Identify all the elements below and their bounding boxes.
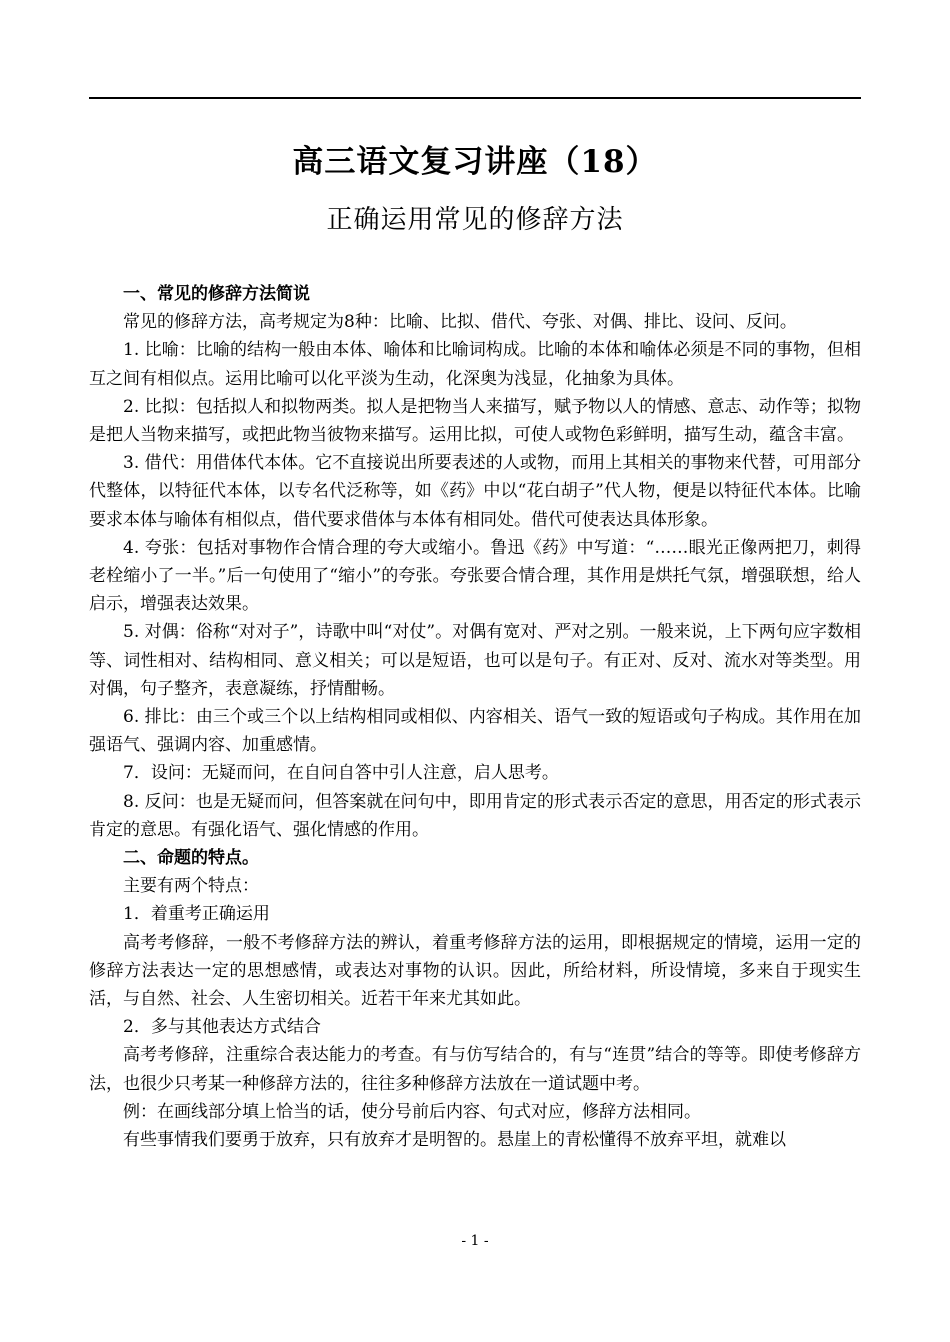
paragraph: 2. 比拟：包括拟人和拟物两类。拟人是把物当人来描写，赋予物以人的情感、意志、动作等；拟物是把人当物来描写，或把此物当彼物来描写。运用比拟，可使人或物色彩鲜明，描写生动，蕴含丰富。 [89,396,861,446]
paragraph: 1．着重考正确运用 [123,904,270,925]
section-heading: 二、命题的特点。 [123,848,259,869]
paragraph: 1. 比喻：比喻的结构一般由本体、喻体和比喻词构成。比喻的本体和喻体必须是不同的事物，但相互之间有相似点。运用比喻可以化平淡为生动，化深奥为浅显，化抽象为具体。 [89,340,861,389]
document-title: 高三语文复习讲座（18） [292,144,658,180]
paragraph: 有些事情我们要勇于放弃，只有放弃才是明智的。悬崖上的青松懂得不放弃平坦，就难以 [123,1130,786,1151]
paragraph: 4. 夸张：包括对事物作合情合理的夸大或缩小。鲁迅《药》中写道：“……眼光正像两把刀，刺得老栓缩小了一半。”后一句使用了“缩小”的夸张。夸张要合情合理，其作用是烘托气氛，增强联想，给人启示，增强表达效果。 [89,537,861,615]
paragraph: 高考考修辞，一般不考修辞方法的辨认，着重考修辞方法的运用，即根据规定的情境，运用一定的修辞方法表达一定的思想感情，或表达对事物的认识。因此，所给材料，所设情境，多来自于现实生活，与自然、社会、人生密切相关。近若干年来尤其如此。 [89,932,861,1010]
document-body [89,280,861,1154]
paragraph: 3. 借代：用借体代本体。它不直接说出所要表述的人或物，而用上其相关的事物来代替，可用部分代整体，以特征代本体，以专名代泛称等，如《药》中以“花白胡子”代人物，便是以特征代本体。比喻要求本体与喻体有相似点，借代要求借体与本体有相同处。借代可使表达具体形象。 [89,453,861,530]
paragraph: 高考考修辞，注重综合表达能力的考查。有与仿写结合的，有与“连贯”结合的等等。即使考修辞方法，也很少只考某一种修辞方法的，往往多种修辞方法放在一道试题中考。 [89,1045,861,1094]
paragraph: 5. 对偶：俗称“对对子”，诗歌中叫“对仗”。对偶有宽对、严对之别。一般来说，上下两句应字数相等、词性相对、结构相同、意义相关；可以是短语，也可以是句子。有正对、反对、流水对等类型。用对偶，句子整齐，表意凝练，抒情酣畅。 [89,622,861,699]
paragraph: 例：在画线部分填上恰当的话，使分号前后内容、句式对应，修辞方法相同。 [123,1101,701,1122]
paragraph: 2．多与其他表达方式结合 [123,1017,321,1038]
header-rule [89,97,861,99]
paragraph: 8. 反问：也是无疑而问，但答案就在问句中，即用肯定的形式表示否定的意思，用否定的形式表示肯定的意思。有强化语气、强化情感的作用。 [89,791,861,840]
paragraph: 6. 排比：由三个或三个以上结构相同或相似、内容相关、语气一致的短语或句子构成。其作用在加强语气、强调内容、加重感情。 [89,707,861,756]
paragraph: 7．设问：无疑而问，在自问自答中引人注意，启人思考。 [123,763,559,784]
paragraph: 常见的修辞方法，高考规定为8种：比喻、比拟、借代、夸张、对偶、排比、设问、反问。 [123,312,797,333]
page-number: - 1 - [461,1233,489,1249]
section-heading: 一、常见的修辞方法简说 [123,284,310,304]
document-subtitle: 正确运用常见的修辞方法 [326,205,624,235]
paragraph: 主要有两个特点： [123,876,259,897]
